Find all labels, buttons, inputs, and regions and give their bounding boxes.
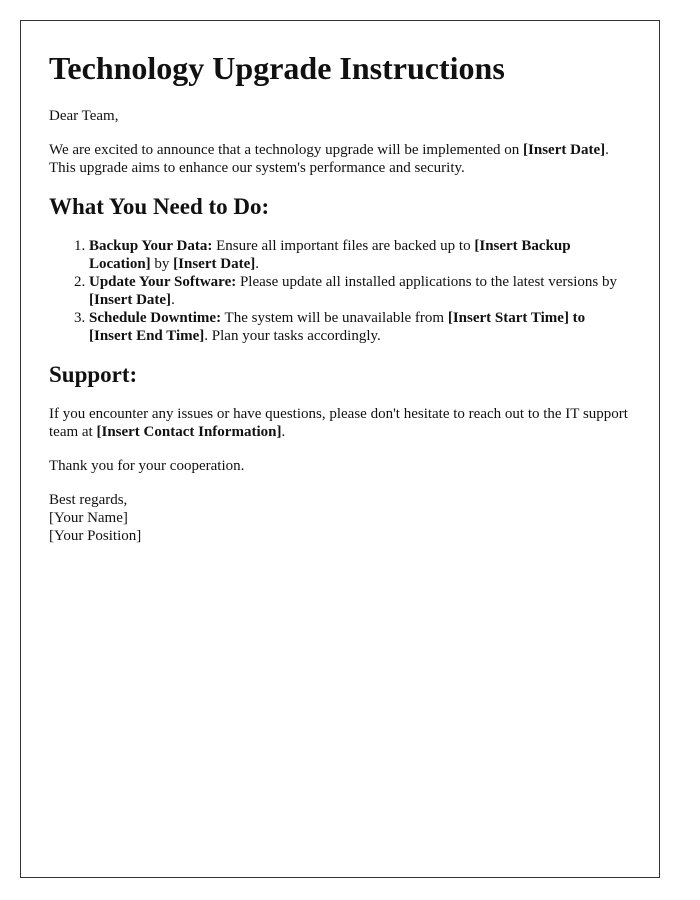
todo-heading: What You Need to Do: [49, 194, 270, 219]
support-text-1: If you encounter any issues or have questions, please don't hesitate to reach out to the IT support team at [49, 406, 628, 440]
step-text: Please update all installed applications to the latest versions by [236, 274, 617, 290]
intro-paragraph [49, 141, 631, 177]
greeting: Dear Team, [49, 108, 119, 124]
step-text: . Plan your tasks accordingly. [204, 328, 381, 344]
step-text: The system will be unavailable from [221, 310, 448, 326]
intro-date-placeholder: [Insert Date] [523, 142, 606, 158]
intro-text-2: . This upgrade aims to enhance our system's performance and security. [49, 142, 609, 176]
support-heading: Support: [49, 362, 138, 387]
step-placeholder: [Insert Date] [173, 256, 256, 272]
support-text-2: . [281, 424, 286, 440]
intro-text-1: We are excited to announce that a technology upgrade will be implemented on [49, 142, 524, 158]
letter-page [20, 20, 660, 878]
step-label: Update Your Software: [89, 274, 237, 290]
step-label: Schedule Downtime: [89, 310, 222, 326]
list-item [89, 309, 631, 345]
step-label: Backup Your Data: [89, 238, 213, 254]
step-placeholder: [Insert Start Time] to [Insert End Time] [89, 310, 586, 344]
step-placeholder: [Insert Backup Location] [89, 238, 571, 272]
sender-position: [Your Position] [49, 528, 142, 544]
step-text: by [150, 256, 174, 272]
signature-block [49, 491, 631, 545]
contact-placeholder: [Insert Contact Information] [96, 424, 282, 440]
steps-list [49, 237, 631, 345]
step-text: . [255, 256, 259, 272]
list-item [89, 273, 631, 309]
step-text: . [171, 292, 175, 308]
support-paragraph [49, 405, 631, 441]
page-title: Technology Upgrade Instructions [49, 50, 505, 86]
step-text: Ensure all important files are backed up to [212, 238, 475, 254]
sender-name: [Your Name] [49, 510, 128, 526]
step-placeholder: [Insert Date] [89, 292, 172, 308]
thanks-line: Thank you for your cooperation. [49, 458, 245, 474]
closing-regards: Best regards, [49, 492, 128, 508]
list-item [89, 237, 631, 273]
